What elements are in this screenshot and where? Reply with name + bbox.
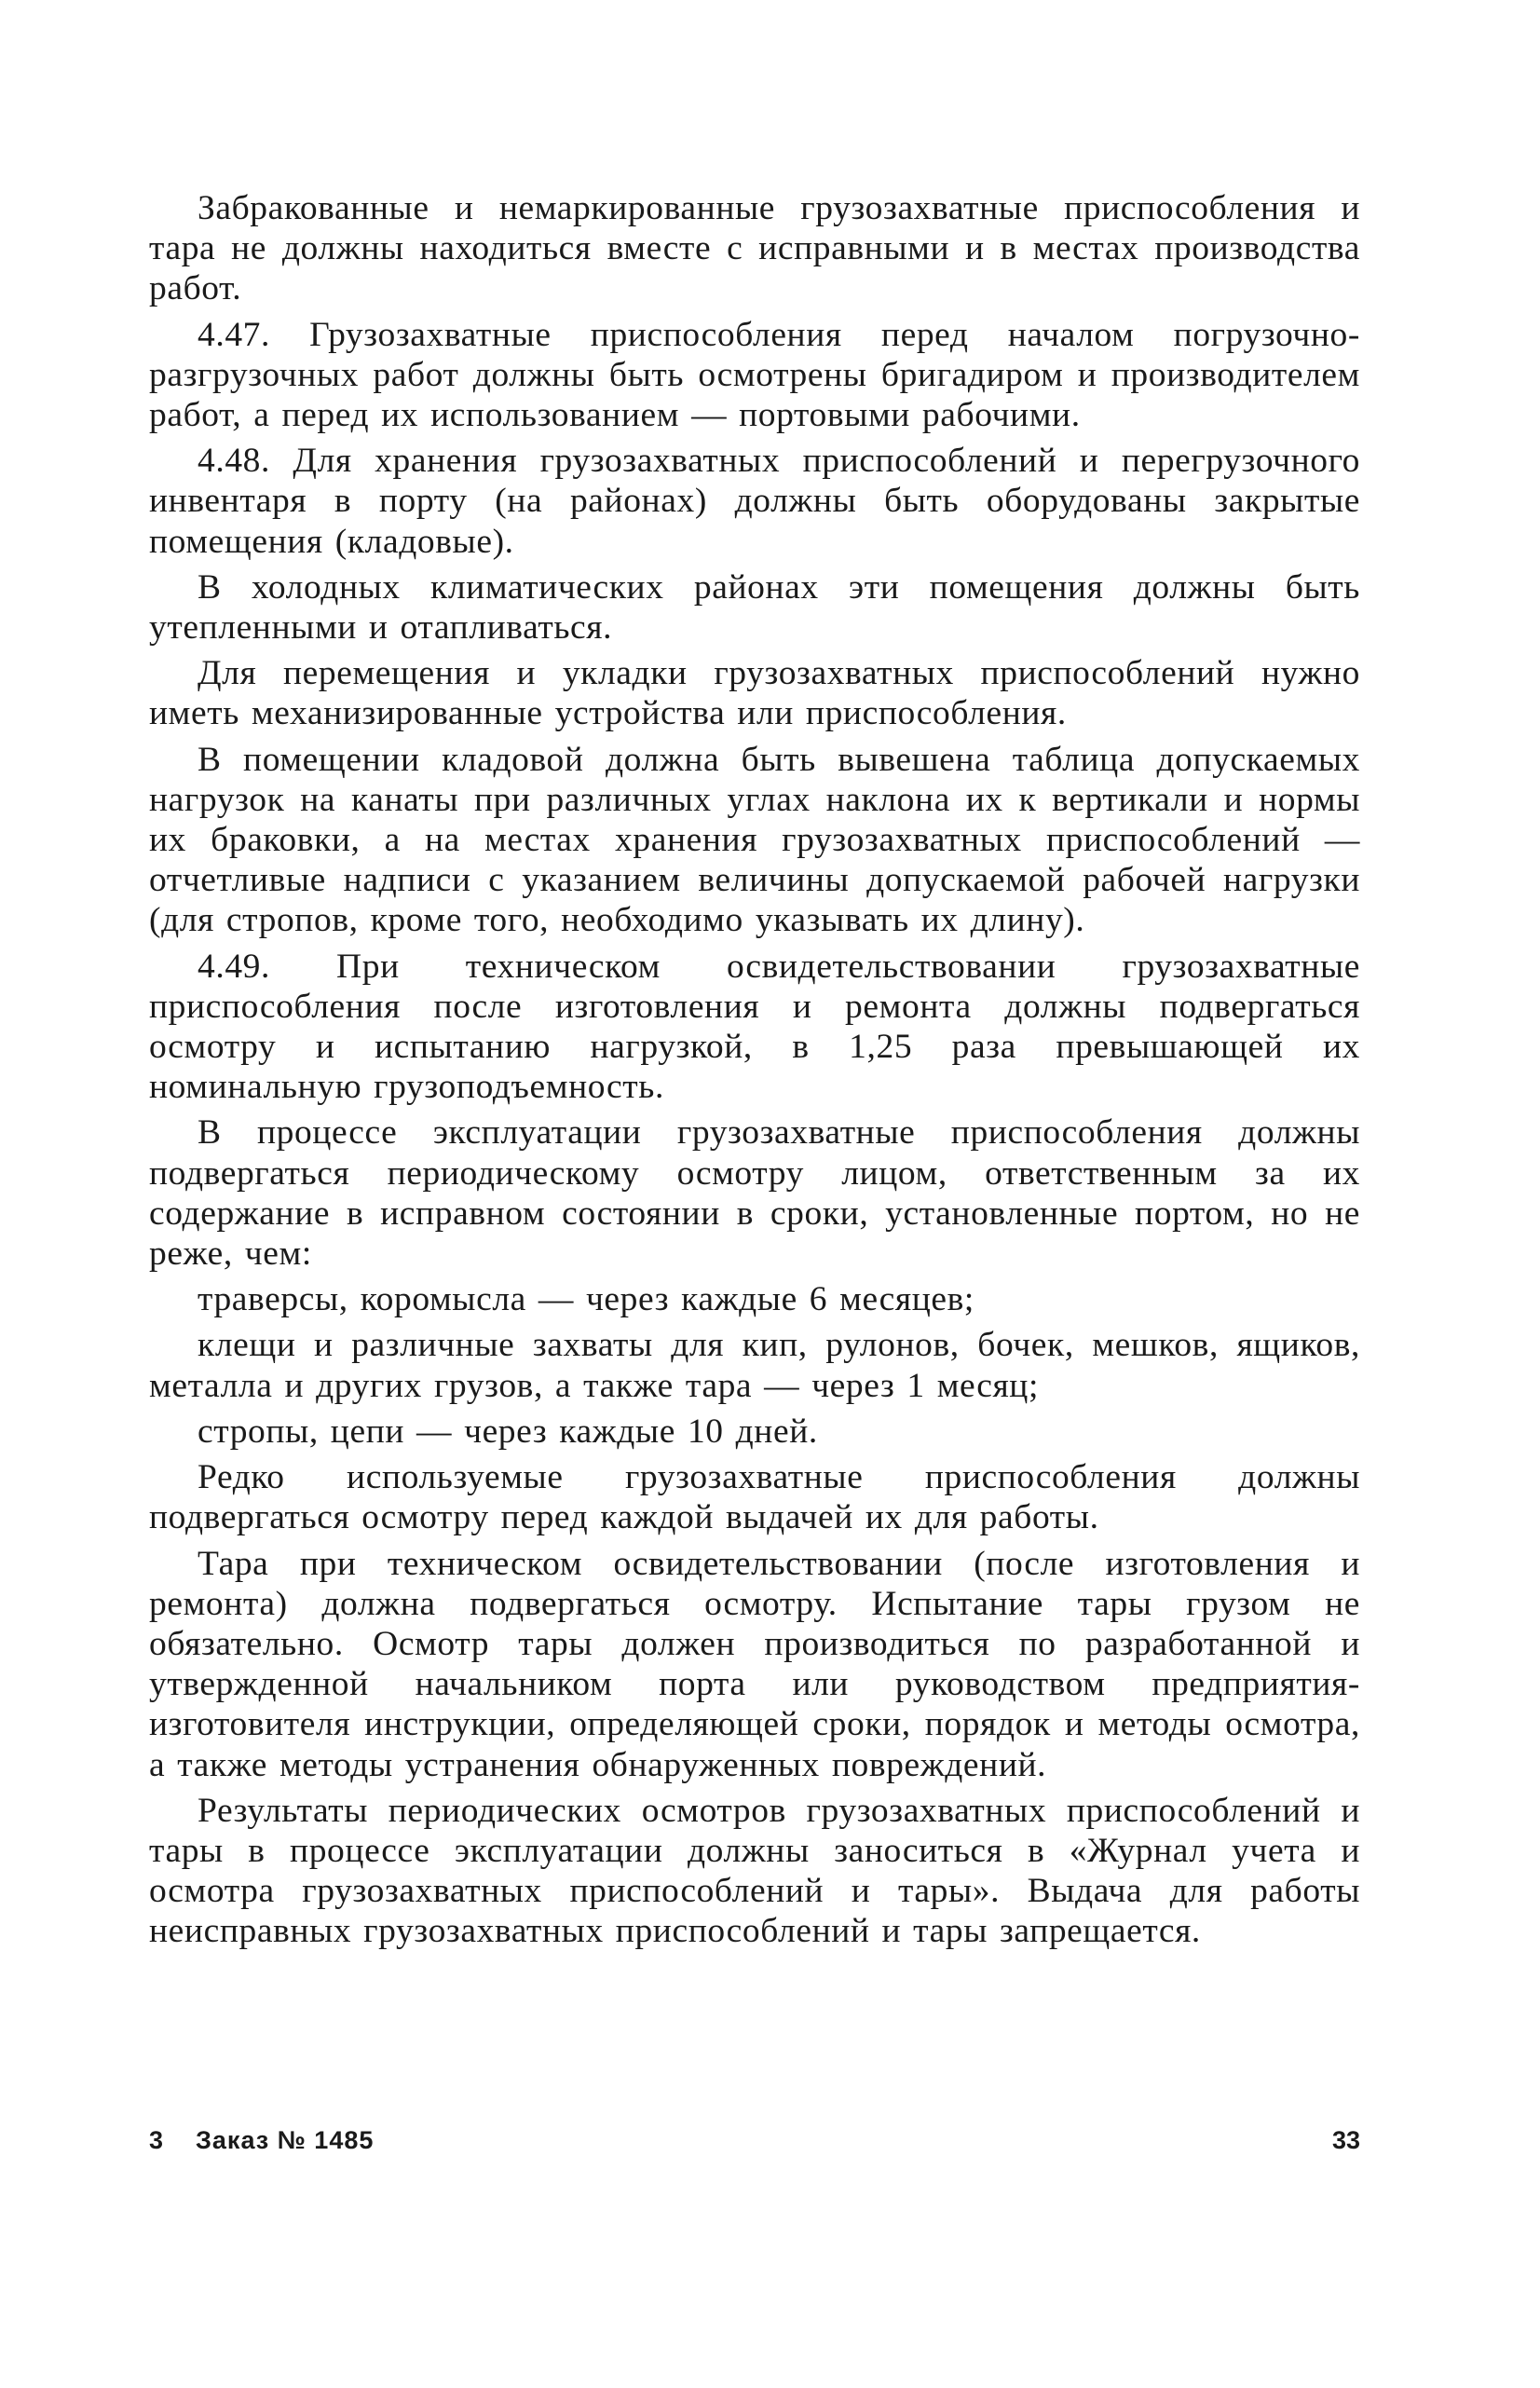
paragraph-cold-regions: В холодных климатических районах эти помещения должны быть утепленными и отапливаться. (149, 567, 1360, 648)
print-order-number: Заказ № 1485 (196, 2126, 375, 2154)
inspection-interval-list (149, 1279, 1360, 1452)
paragraph-results-log: Результаты периодических осмотров грузозахватных приспособлений и тары в процессе эксплуатации должны заноситься в «Журнал учета и осмотра грузозахватных приспособлений и тары». Выдача для работы неисправных грузозахватных приспособлений и тары запрещается. (149, 1791, 1360, 1951)
paragraph-rejected-equipment: Забракованные и немаркированные грузозахватные приспособления и тара не должны находиться вместе с исправными и в местах производства работ. (149, 189, 1360, 308)
signature-mark: 3 (149, 2126, 164, 2154)
paragraph-containers: Тара при техническом освидетельствовании (после изготовления и ремонта) должна подвергаться осмотру. Испытание тары грузом не обязательно. Осмотр тары должен производиться по разработанной и утвержденной начальником порта или руководством предприятия-изготовителя инструкции, определяющей сроки, порядок и методы осмотра, а также методы устранения обнаруженных повреждений. (149, 1544, 1360, 1784)
paragraph-section-4-47: 4.47. Грузозахватные приспособления перед началом погрузочно-разгрузочных работ должны быть осмотрены бригадиром и производителем работ, а перед их использованием — портовыми рабочими. (149, 315, 1360, 435)
paragraph-periodic-inspection: В процессе эксплуатации грузозахватные приспособления должны подвергаться периодическому осмотру лицом, ответственным за их содержание в исправном состоянии в сроки, установленные портом, но не реже, чем: (149, 1113, 1360, 1274)
paragraph-moving-stacking: Для перемещения и укладки грузозахватных приспособлений нужно иметь механизированные устройства или приспособления. (149, 654, 1360, 733)
paragraph-storeroom-table: В помещении кладовой должна быть вывешена таблица допускаемых нагрузок на канаты при различных углах наклона их к вертикали и нормы их браковки, а на местах хранения грузозахватных приспособлений — отчетливые надписи с указанием величины допускаемой рабочей нагрузки (для стропов, кроме того, необходимо указывать их длину). (149, 740, 1360, 940)
paragraph-rarely-used: Редко используемые грузозахватные приспособления должны подвергаться осмотру перед каждой выдачей их для работы. (149, 1458, 1360, 1537)
page-number: 33 (1331, 2126, 1360, 2154)
list-item: траверсы, коромысла — через каждые 6 месяцев; (198, 1280, 974, 1319)
paragraph-section-4-49: 4.49. При техническом освидетельствовании грузозахватные приспособления после изготовления и ремонта должны подвергаться осмотру и испытанию нагрузкой, в 1,25 раза превышающей их номинальную грузоподъемность. (149, 947, 1360, 1107)
list-item: стропы, цепи — через каждые 10 дней. (198, 1412, 818, 1451)
paragraph-section-4-48: 4.48. Для хранения грузозахватных приспособлений и перегрузочного инвентаря в порту (на районах) должны быть оборудованы закрытые помещения (кладовые). (149, 442, 1360, 561)
list-item: клещи и различные захваты для кип, рулонов, бочек, мешков, ящиков, металла и других грузов, а также тара — через 1 месяц; (149, 1326, 1360, 1405)
page-footer (149, 2126, 1360, 2163)
page-body (149, 188, 1360, 1958)
